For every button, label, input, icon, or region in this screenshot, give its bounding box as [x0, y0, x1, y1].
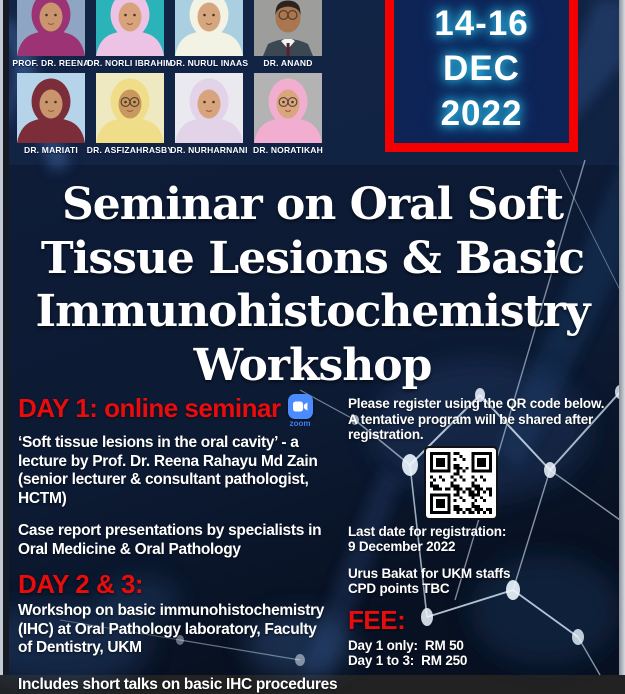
left-column: [18, 394, 348, 694]
speaker-name-label: DR. MARIATI: [24, 145, 78, 156]
cpd-points-line: CPD points TBC: [348, 581, 616, 597]
title-line-2: Tissue Lesions & Basic: [0, 232, 625, 286]
title-line-1: Seminar on Oral Soft: [0, 178, 625, 232]
speaker-photo: [96, 0, 164, 56]
speaker-photo: [254, 73, 322, 143]
zoom-video-icon: [288, 394, 313, 419]
last-date-label: Last date for registration:: [348, 524, 616, 540]
day1-heading: DAY 1: online seminar: [18, 394, 281, 422]
speaker-photo: [175, 73, 243, 143]
speaker-photo: [17, 0, 85, 56]
speaker-card: [96, 73, 164, 156]
title-line-4: Workshop: [0, 339, 625, 393]
fee-day1-only: Day 1 only: RM 50: [348, 638, 616, 654]
qr-code-icon: [426, 448, 496, 518]
speaker-photo: [17, 73, 85, 143]
includes-line: Includes short talks on basic IHC procedures: [18, 676, 348, 694]
date-range: 14-16: [394, 1, 569, 46]
register-instruction-line: A tentative program will be shared after: [348, 412, 616, 428]
case-report-line: Oral Medicine & Oral Pathology: [18, 541, 348, 560]
zoom-wordmark: zoom: [290, 420, 311, 428]
lecture-line: ‘Soft tissue lesions in the oral cavity’ - a: [18, 434, 348, 453]
speaker-card: [254, 0, 322, 69]
speaker-card: [17, 73, 85, 156]
date-month: DEC: [394, 46, 569, 91]
speaker-name-label: DR. NORLI IBRAHIM: [87, 58, 173, 69]
lecture-line: HCTM): [18, 490, 348, 509]
speaker-card: [96, 0, 164, 69]
urus-bakat-line: Urus Bakat for UKM staffs: [348, 566, 616, 582]
page-edge-right: [619, 0, 625, 675]
case-report-line: Case report presentations by specialists in: [18, 522, 348, 541]
workshop-line: of Dentistry, UKM: [18, 639, 348, 658]
speaker-name-label: DR. NURHARNANI: [170, 145, 247, 156]
right-column: [348, 396, 616, 669]
title-line-3: Immunohistochemistry: [0, 285, 625, 339]
speaker-card: [175, 73, 243, 156]
lecture-line: lecture by Prof. Dr. Reena Rahayu Md Zain: [18, 453, 348, 472]
date-box: [385, 0, 578, 152]
date-year: 2022: [394, 91, 569, 136]
workshop-line: Workshop on basic immunohistochemistry: [18, 602, 348, 621]
speaker-card: [175, 0, 243, 69]
speaker-card: [17, 0, 85, 69]
speaker-card: [254, 73, 322, 156]
register-instruction-line: registration.: [348, 427, 616, 443]
fee-day1-to-3: Day 1 to 3: RM 250: [348, 653, 616, 669]
day23-heading: DAY 2 & 3:: [18, 570, 348, 598]
speaker-name-label: DR. ASFIZAHRASBY: [87, 145, 173, 156]
lecture-line: (senior lecturer & consultant pathologist,: [18, 471, 348, 490]
fee-heading: FEE:: [348, 606, 616, 634]
page-title: [0, 178, 625, 392]
speaker-photo: [96, 73, 164, 143]
last-date-value: 9 December 2022: [348, 539, 616, 555]
speaker-photo: [175, 0, 243, 56]
workshop-line: (IHC) at Oral Pathology laboratory, Faculty: [18, 621, 348, 640]
speaker-name-label: DR. NURUL INAAS: [170, 58, 248, 69]
register-instruction-line: Please register using the QR code below.: [348, 396, 616, 412]
page-edge-left-inner: [3, 0, 9, 675]
speaker-name-label: DR. NORATIKAH: [253, 145, 323, 156]
speaker-grid: [17, 0, 322, 156]
zoom-app-badge: [288, 394, 313, 428]
speaker-name-label: DR. ANAND: [263, 58, 312, 69]
speaker-name-label: PROF. DR. REENA: [12, 58, 89, 69]
speaker-photo: [254, 0, 322, 56]
